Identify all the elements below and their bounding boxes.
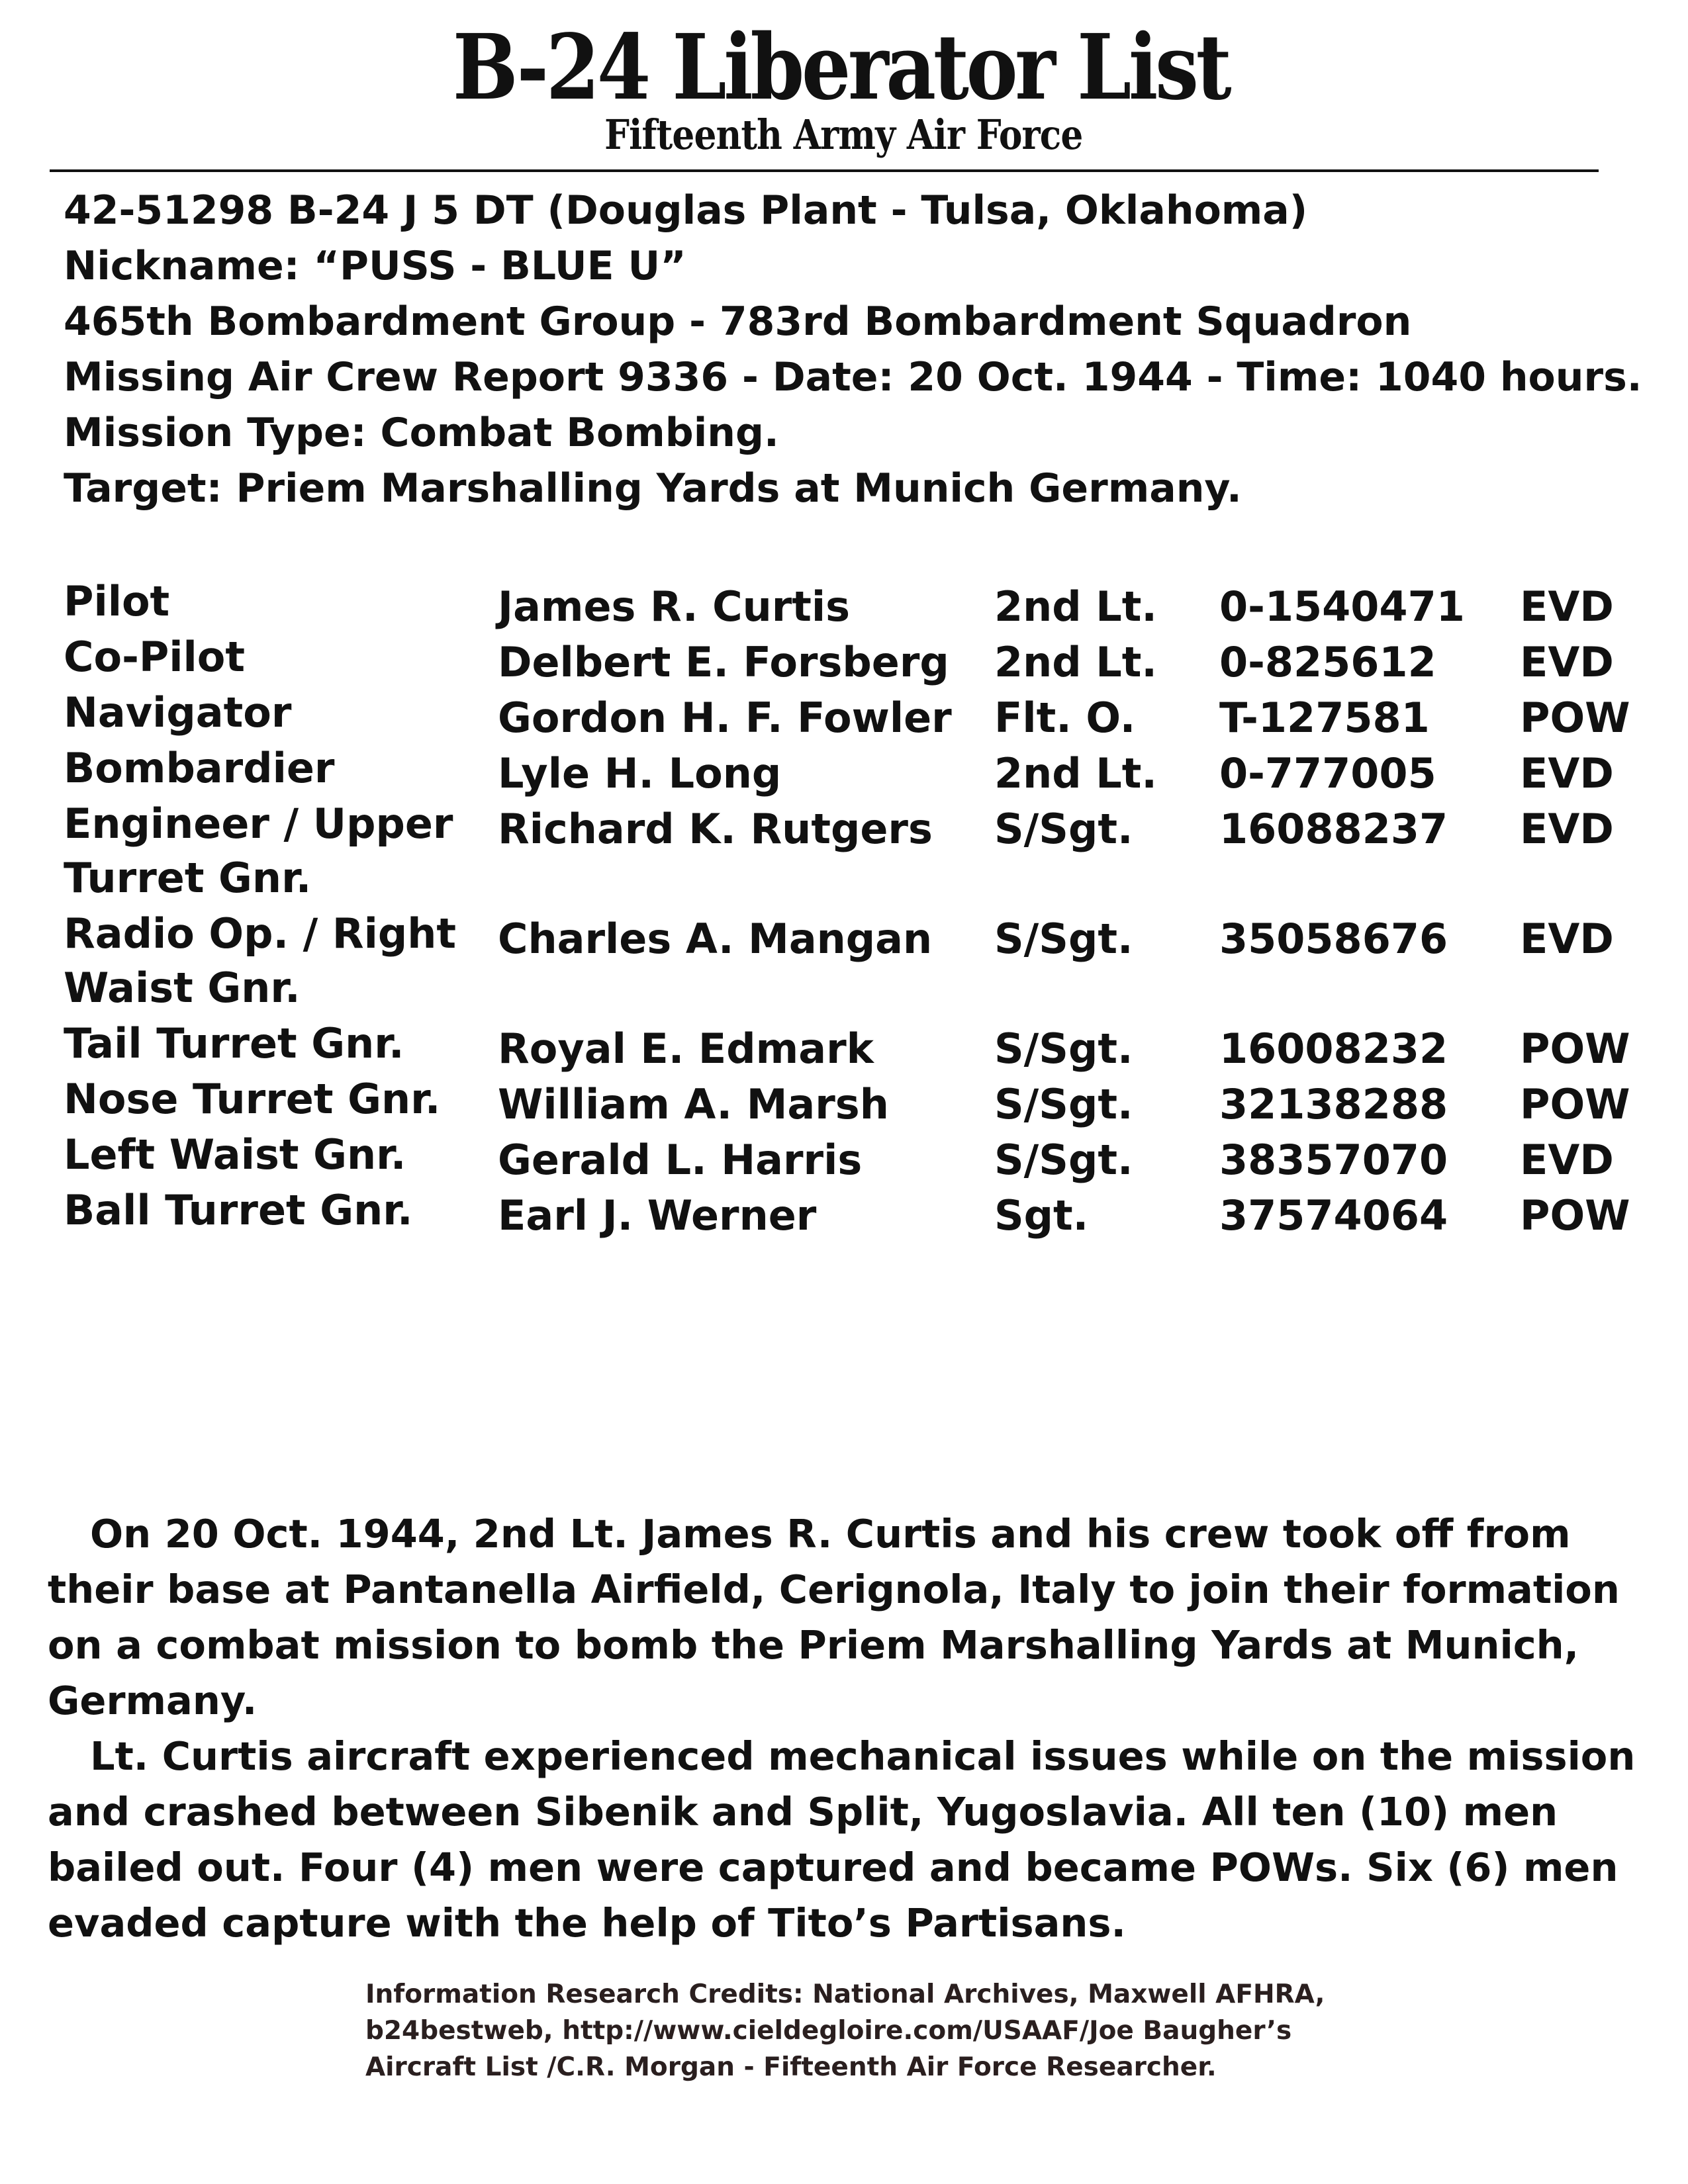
- crew-rank: 2nd Lt.: [994, 749, 1157, 797]
- crew-name: Gordon H. F. Fowler: [498, 694, 952, 742]
- aircraft-mission-type-line: Mission Type: Combat Bombing.: [64, 410, 779, 456]
- crew-serial: T-127581: [1219, 694, 1430, 742]
- aircraft-nickname-line: Nickname: “PUSS - BLUE U”: [64, 243, 686, 289]
- crew-name: Gerald L. Harris: [498, 1136, 863, 1184]
- crew-name: Royal E. Edmark: [498, 1024, 874, 1073]
- crew-serial: 0-1540471: [1219, 582, 1465, 631]
- crew-serial: 16088237: [1219, 805, 1448, 853]
- crew-name: Delbert E. Forsberg: [498, 638, 949, 686]
- crew-row: [64, 686, 1652, 741]
- crew-position: Bombardier: [64, 744, 335, 792]
- crew-status: EVD: [1520, 915, 1614, 963]
- crew-serial: 38357070: [1219, 1136, 1448, 1184]
- crew-row: [64, 574, 1652, 630]
- crew-serial: 32138288: [1219, 1080, 1448, 1128]
- page-title: B-24 Liberator List: [452, 15, 1229, 120]
- crew-rank: Sgt.: [994, 1191, 1089, 1240]
- crew-row: [64, 797, 1652, 907]
- crew-position: Co-Pilot: [64, 633, 246, 681]
- crew-serial: 16008232: [1219, 1024, 1448, 1073]
- crew-name: James R. Curtis: [498, 582, 851, 631]
- crew-serial: 35058676: [1219, 915, 1448, 963]
- crew-status: EVD: [1520, 582, 1614, 631]
- crew-status: EVD: [1520, 749, 1614, 797]
- crew-row: [64, 1128, 1652, 1183]
- crew-row: [64, 1072, 1652, 1128]
- aircraft-macr-line: Missing Air Crew Report 9336 - Date: 20 Oct. 1944 - Time: 1040 hours.: [64, 354, 1642, 400]
- crew-row: [64, 1183, 1652, 1239]
- aircraft-target-line: Target: Priem Marshalling Yards at Munich Germany.: [64, 465, 1242, 512]
- crew-position: Tail Turret Gnr.: [64, 1019, 404, 1068]
- crew-rank: 2nd Lt.: [994, 582, 1157, 631]
- crew-row: [64, 907, 1652, 1017]
- aircraft-serial-line: 42-51298 B-24 J 5 DT (Douglas Plant - Tulsa, Oklahoma): [64, 187, 1308, 234]
- crew-status: EVD: [1520, 638, 1614, 686]
- crew-name: Lyle H. Long: [498, 749, 782, 797]
- crew-position: Nose Turret Gnr.: [64, 1075, 441, 1123]
- aircraft-unit-line: 465th Bombardment Group - 783rd Bombardment Squadron: [64, 298, 1412, 345]
- crew-serial: 37574064: [1219, 1191, 1448, 1240]
- crew-serial: 0-777005: [1219, 749, 1436, 797]
- crew-row: [64, 630, 1652, 686]
- crew-status: POW: [1520, 1080, 1630, 1128]
- narrative-paragraph: On 20 Oct. 1944, 2nd Lt. James R. Curtis and his crew took off from their base at Pantanella Airfield, Cerignola, Italy to join their formation on a combat mission to bomb the Priem Marshalling Yards at Munich, Germany.: [48, 1511, 1620, 1723]
- crew-position: Engineer / Upper Turret Gnr.: [64, 799, 453, 902]
- crew-rank: S/Sgt.: [994, 915, 1133, 963]
- crew-name: Earl J. Werner: [498, 1191, 817, 1240]
- crew-status: POW: [1520, 1024, 1630, 1073]
- crew-list: [64, 574, 1652, 1239]
- header-divider: [50, 169, 1599, 172]
- aircraft-info: [64, 183, 1642, 516]
- crew-name: William A. Marsh: [498, 1080, 889, 1128]
- research-credits: Information Research Credits: National Archives, Maxwell AFHRA, b24bestweb, http://www.cieldegloire.com/USAAF/Joe Baugher’s Aircraft List /C.R. Morgan - Fifteenth Air Force Researcher.: [365, 1979, 1325, 2082]
- crew-status: EVD: [1520, 805, 1614, 853]
- crew-status: POW: [1520, 1191, 1630, 1240]
- crew-position: Pilot: [64, 577, 170, 625]
- crew-rank: S/Sgt.: [994, 1136, 1133, 1184]
- crew-name: Charles A. Mangan: [498, 915, 933, 963]
- crew-row: [64, 741, 1652, 797]
- crew-name: Richard K. Rutgers: [498, 805, 933, 853]
- crew-position: Navigator: [64, 688, 292, 737]
- crew-rank: S/Sgt.: [994, 805, 1133, 853]
- crew-position: Left Waist Gnr.: [64, 1130, 406, 1179]
- mission-narrative: [48, 1506, 1663, 1951]
- crew-rank: S/Sgt.: [994, 1080, 1133, 1128]
- page-subtitle: Fifteenth Army Air Force: [604, 111, 1083, 159]
- crew-rank: Flt. O.: [994, 694, 1136, 742]
- crew-status: POW: [1520, 694, 1630, 742]
- crew-rank: S/Sgt.: [994, 1024, 1133, 1073]
- crew-rank: 2nd Lt.: [994, 638, 1157, 686]
- crew-position: Ball Turret Gnr.: [64, 1186, 413, 1234]
- crew-row: [64, 1017, 1652, 1072]
- narrative-paragraph: Lt. Curtis aircraft experienced mechanical issues while on the mission and crashed between Sibenik and Split, Yugoslavia. All ten (10) men bailed out. Four (4) men were captured and became POWs. Six (6) men evaded capture with the help of Tito’s Partisans.: [48, 1733, 1636, 1946]
- crew-serial: 0-825612: [1219, 638, 1436, 686]
- crew-position: Radio Op. / Right Waist Gnr.: [64, 909, 456, 1012]
- crew-status: EVD: [1520, 1136, 1614, 1184]
